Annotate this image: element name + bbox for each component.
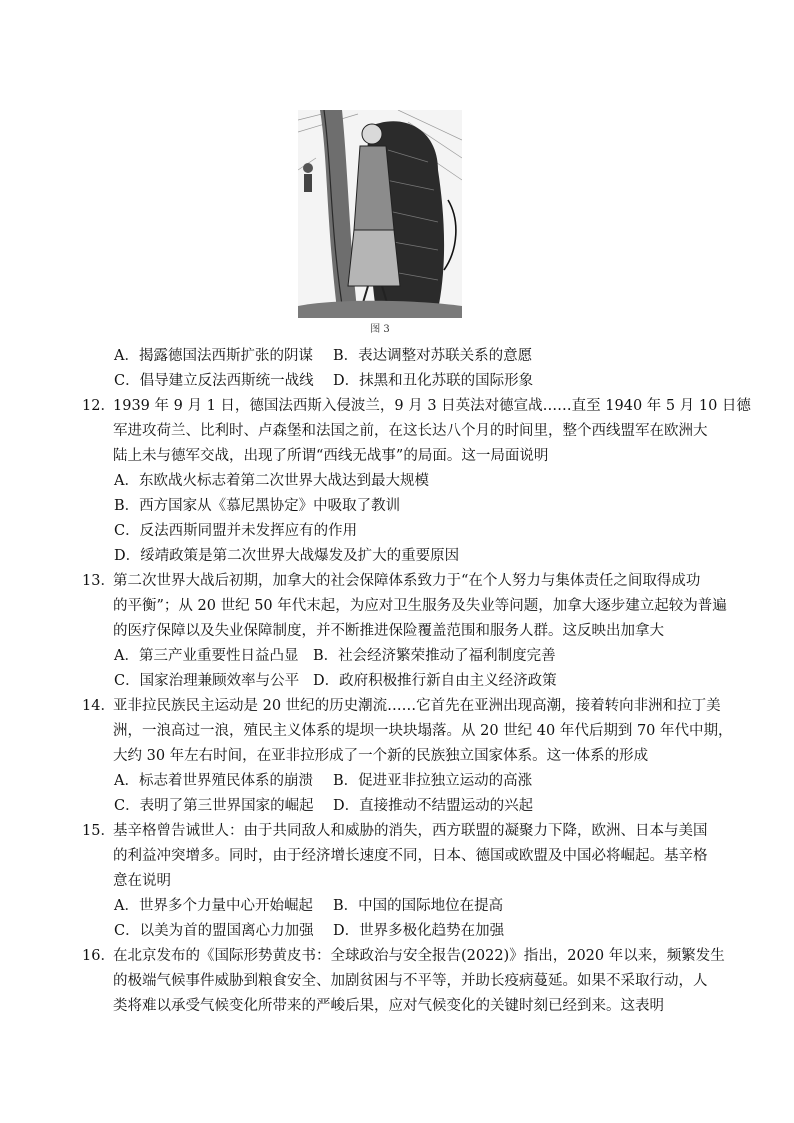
- q13-option-b: B．社会经济繁荣推动了福利制度完善: [313, 648, 556, 664]
- q13-option-a: A．第三产业重要性日益凸显: [114, 648, 299, 664]
- q14-option-c: C．表明了第三世界国家的崛起: [114, 798, 314, 814]
- q12-number: 12．: [82, 398, 115, 414]
- q14-stem-line-1: 亚非拉民族民主运动是 20 世纪的历史潮流……它首先在亚洲出现高潮，接着转向非洲和拉丁美: [113, 698, 721, 714]
- q11-option-a: A．揭露德国法西斯扩张的阴谋: [114, 348, 313, 364]
- q12-option-a: A．东欧战火标志着第二次世界大战达到最大规模: [114, 473, 429, 489]
- q11-option-b: B．表达调整对苏联关系的意愿: [333, 348, 533, 364]
- q15-option-c: C．以美为首的盟国离心力加强: [114, 923, 314, 939]
- q14-stem-line-3: 大约 30 年左右时间，在亚非拉形成了一个新的民族独立国家体系。这一体系的形成: [113, 748, 649, 764]
- q14-option-d: D．直接推动不结盟运动的兴起: [333, 798, 534, 814]
- q14-option-a: A．标志着世界殖民体系的崩溃: [114, 773, 313, 789]
- q16-stem-line-2: 的极端气候事件威胁到粮食安全、加剧贫困与不平等，并助长疫病蔓延。如果不采取行动，人: [113, 973, 708, 989]
- q11-option-c: C．倡导建立反法西斯统一战线: [114, 373, 314, 389]
- q13-option-c: C．国家治理兼顾效率与公平: [114, 673, 300, 689]
- q15-stem-line-3: 意在说明: [113, 873, 171, 889]
- q16-stem-line-3: 类将难以承受气候变化所带来的严峻后果，应对气候变化的关键时刻已经到来。这表明: [113, 998, 664, 1014]
- q15-stem-line-2: 的利益冲突增多。同时，由于经济增长速度不同，日本、德国或欧盟及中国必将崛起。基辛格: [113, 848, 708, 864]
- q15-option-d: D．世界多极化趋势在加强: [333, 923, 505, 939]
- q16-stem-line-1: 在北京发布的《国际形势黄皮书：全球政治与安全报告(2022)》指出，2020 年以来，频繁发生: [113, 948, 725, 964]
- q14-number: 14．: [82, 698, 115, 714]
- q11-option-d: D．抹黑和丑化苏联的国际形象: [333, 373, 534, 389]
- q12-stem-line-3: 陆上未与德军交战，出现了所谓“西线无战事”的局面。这一局面说明: [113, 448, 549, 464]
- q14-option-b: B．促进亚非拉独立运动的高涨: [333, 773, 533, 789]
- q13-stem-line-1: 第二次世界大战后初期，加拿大的社会保障体系致力于“在个人努力与集体责任之间取得成功: [113, 573, 701, 589]
- q12-stem-line-2: 军进攻荷兰、比利时、卢森堡和法国之前，在这长达八个月的时间里，整个西线盟军在欧洲大: [113, 423, 708, 439]
- q13-number: 13．: [82, 573, 115, 589]
- q16-number: 16．: [82, 948, 115, 964]
- q15-option-b: B．中国的国际地位在提高: [333, 898, 504, 914]
- q15-option-a: A．世界多个力量中心开始崛起: [114, 898, 313, 914]
- figure-3-illustration: [298, 110, 462, 318]
- q12-stem-line-1: 1939 年 9 月 1 日，德国法西斯入侵波兰，9 月 3 日英法对德宣战……直至 1940 年 5 月 10 日德: [113, 398, 751, 414]
- q13-stem-line-3: 的医疗保障以及失业保障制度，并不断推进保险覆盖范围和服务人群。这反映出加拿大: [113, 623, 664, 639]
- q12-option-b: B．西方国家从《慕尼黑协定》中吸取了教训: [114, 498, 401, 514]
- q14-stem-line-2: 洲，一浪高过一浪，殖民主义体系的堤坝一块块塌落。从 20 世纪 40 年代后期到 70 年代中期，: [113, 723, 733, 739]
- q15-number: 15．: [82, 823, 115, 839]
- q13-option-d: D．政府积极推行新自由主义经济政策: [313, 673, 557, 689]
- figure-caption: 图 3: [370, 324, 390, 335]
- q12-option-c: C．反法西斯同盟并未发挥应有的作用: [114, 523, 358, 539]
- q12-option-d: D．绥靖政策是第二次世界大战爆发及扩大的重要原因: [114, 548, 460, 564]
- q15-stem-line-1: 基辛格曾告诫世人：由于共同敌人和威胁的消失，西方联盟的凝聚力下降，欧洲、日本与美国: [113, 823, 708, 839]
- q13-stem-line-2: 的平衡”；从 20 世纪 50 年代末起，为应对卫生服务及失业等问题，加拿大逐步建立起较为普遍: [113, 598, 727, 614]
